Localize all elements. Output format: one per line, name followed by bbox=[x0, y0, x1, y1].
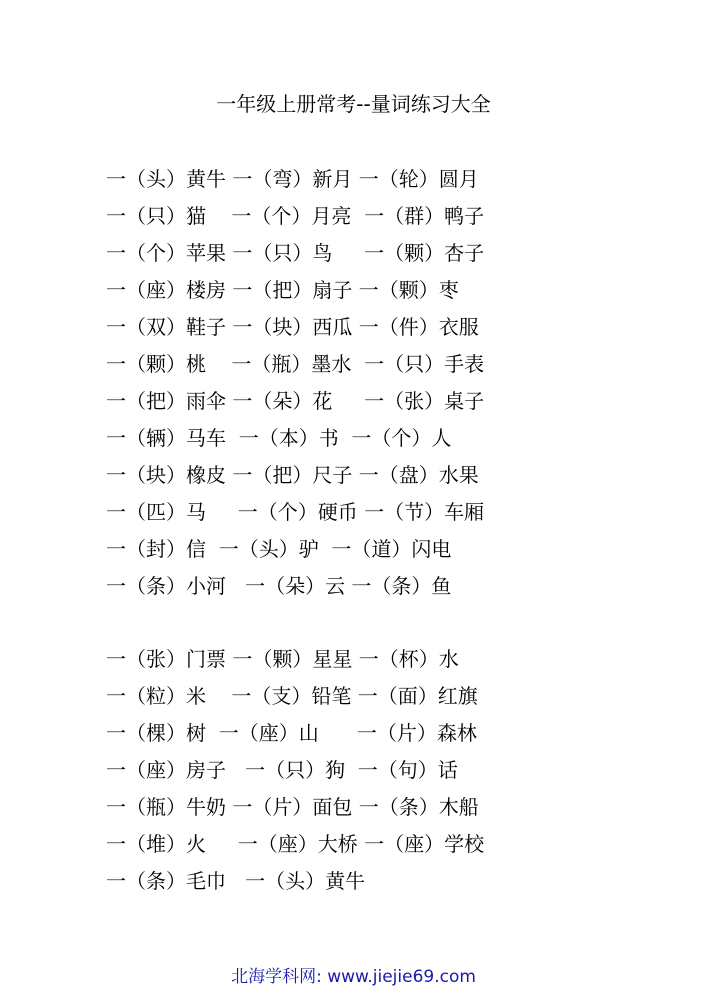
list-item: 一（头）黄牛 一（弯）新月 一（轮）圆月 bbox=[106, 167, 479, 191]
measure-word-list bbox=[106, 165, 666, 904]
list-item: 一（块）橡皮 一（把）尺子 一（盘）水果 bbox=[106, 463, 479, 487]
section-gap bbox=[106, 609, 666, 645]
footer-source-link[interactable]: 北海学科网: www.jiejie69.com bbox=[231, 967, 476, 987]
list-item: 一（座）楼房 一（把）扇子 一（颗）枣 bbox=[106, 278, 459, 302]
page-title: 一年级上册常考--量词练习大全 bbox=[216, 92, 491, 116]
list-item: 一（辆）马车 一（本）书 一（个）人 bbox=[106, 426, 452, 450]
list-item: 一（座）房子 一（只）狗 一（句）话 bbox=[106, 758, 458, 782]
list-item: 一（把）雨伞 一（朵）花 一（张）桌子 bbox=[106, 389, 485, 413]
list-item: 一（个）苹果 一（只）鸟 一（颗）杏子 bbox=[106, 241, 485, 265]
list-item: 一（堆）火 一（座）大桥 一（座）学校 bbox=[106, 832, 485, 856]
list-item: 一（条）小河 一（朵）云 一（条）鱼 bbox=[106, 574, 452, 598]
list-item: 一（只）猫 一（个）月亮 一（群）鸭子 bbox=[106, 204, 485, 228]
list-item: 一（棵）树 一（座）山 一（片）森林 bbox=[106, 721, 477, 745]
list-item: 一（瓶）牛奶 一（片）面包 一（条）木船 bbox=[106, 795, 479, 819]
list-item: 一（张）门票 一（颗）星星 一（杯）水 bbox=[106, 647, 459, 671]
list-item: 一（匹）马 一（个）硬币 一（节）车厢 bbox=[106, 500, 485, 524]
list-item: 一（封）信 一（头）驴 一（道）闪电 bbox=[106, 537, 452, 561]
list-item: 一（颗）桃 一（瓶）墨水 一（只）手表 bbox=[106, 352, 485, 376]
list-item: 一（双）鞋子 一（块）西瓜 一（件）衣服 bbox=[106, 315, 479, 339]
list-item: 一（粒）米 一（支）铅笔 一（面）红旗 bbox=[106, 684, 478, 708]
list-item: 一（条）毛巾 一（头）黄牛 bbox=[106, 869, 366, 893]
